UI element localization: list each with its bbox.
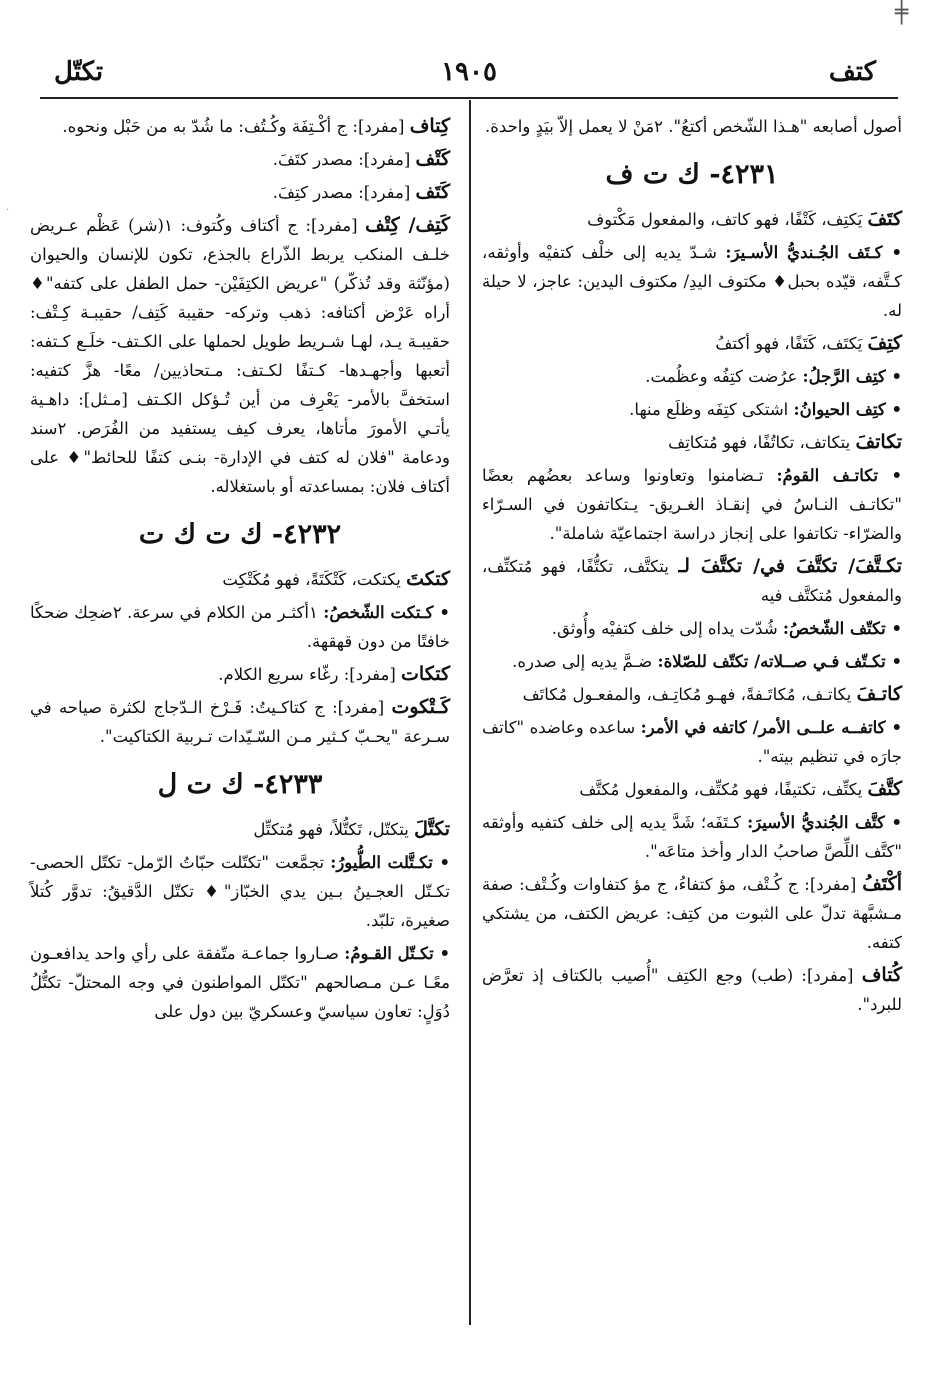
dictionary-entry: [30, 565, 450, 594]
headword: كُتاف: [861, 964, 902, 986]
definition-text: يتكتّل، تَكتُّلاً، فهو مُتكتِّل: [253, 820, 415, 839]
dictionary-entry: [482, 329, 902, 358]
phrase-head: • كـتكت الشّخصُ:: [323, 603, 450, 622]
sense-entry: [482, 238, 902, 325]
sense-entry: [482, 713, 902, 771]
definition-text: يكتِّف، تكتيفًا، فهو مُكتِّف، والمفعول مُكتَّف: [579, 780, 868, 799]
dictionary-entry: [30, 211, 450, 501]
right-column: [482, 112, 902, 1023]
definition-text: يكتكت، كَتْكَتَةً، فهو مُكَتْكِت: [222, 570, 407, 589]
phrase-head: • تكـتّل القـومُ:: [344, 944, 451, 963]
header-guide-word-last: تكتّل: [54, 57, 104, 87]
definition-text: ١أكثـر من الكلام في سرعة. ٢ضحِك ضحكًا خافتًا من دون قهقهة.: [30, 603, 450, 651]
definition-text: [مفرد]: مصدر كتَفَ.: [272, 150, 416, 169]
headword: كاتـفَ: [856, 683, 902, 705]
dictionary-entry: [30, 145, 450, 174]
headword: كَـتْكوت: [391, 696, 450, 718]
headword: كَتْف: [415, 148, 450, 170]
sense-entry: [482, 395, 902, 424]
dictionary-entry: [30, 112, 450, 141]
sense-entry: [30, 598, 450, 656]
definition-text: تجمَّعت "تكتّلت حبّاتُ الرّمل- تكتّل الحصى- تكـتّل العجـينُ بـين يدي الخبّاز"♦ تكتّل الدَّقيقُ: تدوَّر كُتلاً صغيرة، تلبّد.: [30, 853, 450, 930]
header-rule: [40, 97, 898, 99]
definition-text: اشتكى كتِفَه وظلَع منها.: [629, 400, 794, 419]
phrase-head: • كتِف الرَّجلُ:: [802, 367, 902, 386]
dictionary-entry: [482, 552, 902, 610]
definition-text: صـاروا جماعـة متّفقة على رأي واحد يدافعـون معًـا عـن مـصالحهم "تكتّل المواطنون في وجه المحتلّ- تكتُّلُ دُوَلٍ: تعاون سياسيّ وعسكريّ بين دول على: [30, 944, 450, 1021]
page-header: [40, 55, 898, 95]
phrase-head: • تكاتـف القومُ:: [776, 466, 902, 485]
definition-text: [مفرد]: مصدر كتِفَ.: [272, 183, 416, 202]
headword: كتَّفَ: [867, 778, 902, 800]
headword: كِتاف: [409, 115, 450, 137]
headword: تكتَّلَ: [414, 818, 450, 840]
definition-text: يكاتـف، مُكاتَـفةً، فهـو مُكاتِـف، والمفعـول مُكاتَف: [522, 685, 857, 704]
headword: كتَفَ: [867, 208, 902, 230]
definition-text: يتكاتف، تكاتُفًا، فهو مُتكاتِف: [668, 433, 856, 452]
headword: أكْتَفُ: [862, 873, 902, 895]
definition-text: كـتَفَه؛ شَدَّ يديه إلى خلف كتفيه وأوثقه "كتَّف اللِّصَّ صاحبُ الدار وأخذ متاعَه".: [482, 813, 902, 861]
dictionary-entry: [482, 775, 902, 804]
dictionary-entry: [30, 178, 450, 207]
dictionary-entry: [30, 815, 450, 844]
definition-text: [مفرد]: ج أكْـتِفَة وكُـتُف: ما شُدّ به من حَبْل ونحوه.: [62, 117, 410, 136]
sense-entry: [482, 461, 902, 548]
phrase-head: • كتِف الحيوانُ:: [793, 400, 902, 419]
headword: كتكتَ: [406, 568, 450, 590]
definition-text: [مفرد]: ج كتاكـيتُ: فَـرْخ الـدّجاج لكثرة صياحه في سـرعة "يحـبّ كـثير مـن السّـيّدات تـربية الكتاكيت".: [30, 698, 450, 746]
sense-entry: [482, 362, 902, 391]
root-heading: ٤٢٣٣- ك ت ل: [157, 769, 323, 800]
definition-text: تـضامنوا وتعاونوا وساعد بعضُهم بعضًا "تكاتـف النـاسُ في إنقـاذ الغـريق- يـتكاتفون في السـرّاء والضرّاء- تكاتفوا على إنجاز دراسة اجتماعيّة شاملة".: [482, 466, 902, 543]
phrase-head: • تكـتَّلت الطُّيورُ:: [330, 853, 450, 872]
page-number: ١٩٠٥: [441, 57, 497, 87]
header-guide-word-first: كتف: [828, 57, 876, 87]
root-heading: ٤٢٣٢- ك ت ك ت: [138, 519, 342, 550]
phrase-head: • كتَّف الجُنديُّ الأسيرَ:: [747, 813, 902, 832]
definition-text: [مفرد]: رغّاء سريع الكلام.: [218, 665, 402, 684]
column-divider: [469, 100, 471, 1325]
phrase-head: • تكـتّف فـي صــلاته/ تكتّف للصّلاة:: [657, 652, 902, 671]
definition-text: [مفرد]: (طب) وجع الكتِف "أُصيب بالكتاف إذ تعرَّض للبرد".: [482, 966, 902, 1014]
headword: كَتِف/ كِتْف: [365, 214, 450, 236]
dictionary-entry: [482, 680, 902, 709]
sense-entry: [482, 614, 902, 643]
sense-entry: [482, 808, 902, 866]
phrase-head: • تكتّف الشّخصُ:: [782, 619, 902, 638]
definition-text: [مفرد]: ج أكتاف وكُتوف: ١(شر) عَظْم عـريض خلـف المنكب يربط الذّراع بالجذع، تكون للإنسان والحيوان (مؤنّثة وقد تُذكّر) "عريض الكتِفَيْن- حمل الطفل على كتفه"♦ أراه عَرْض أكتافه: ذهب وتركه- حقيبة كَتِف/ حقيبـة كِـتْف: حقيبـة يـد، لهـا شـريط طويل لحملها على الكـتف- خلَـع كـتفه: أتعبها وأجهـدها- كـتفًا لكـتف: مـتحاذيين/ معًا- هزَّ كتفيه: استخفَّ بالأمر- يَعْرِف من أين تُـؤكل الكـتف [مـثل]: داهـية يأتـي الأمورَ مأتاها، يعرف كيف يستفيد من الفُرَص. ٢سند ودعامة "فلان له كتف في الإدارة- بنـى كتفًا للحائط"♦ على أكتاف فلان: بمساعدته أو باستغلاله.: [30, 216, 450, 496]
headword: كَتَف: [415, 181, 450, 203]
left-column: [30, 112, 450, 1030]
definition-text: [مفرد]: ج كُـتْف، مؤ كتفاءُ، ج مؤ كتفاوات وكُـتْف: صفة مـشبَّهة تدلّ على الثبوت من كتِف: عريض الكتف، من يشتكي كتفه.: [482, 875, 902, 952]
definition-text: ضـمَّ يديه إلى صدره.: [512, 652, 658, 671]
dictionary-entry: [30, 693, 450, 751]
headword: كتكات: [401, 663, 450, 685]
definition-text: يَكتَف، كَتَفًا، فهو أكتفُ: [715, 334, 868, 353]
headword: تكاتفَ: [855, 431, 902, 453]
corner-mark: ╪: [895, 0, 909, 25]
definition-text: شُدّت يداه إلى خلف كتفيْه وأُوثق.: [551, 619, 783, 638]
definition-text: ساعده وعاضده "كاتف جارَه في تنظيم بيته".: [482, 718, 902, 766]
phrase-head: • كـتَف الجُـنديُّ الأسـيرَ:: [725, 243, 902, 262]
dictionary-entry: [30, 660, 450, 689]
sense-entry: [482, 647, 902, 676]
root-heading: ٤٢٣١- ك ت ف: [605, 159, 779, 190]
sense-entry: [30, 848, 450, 935]
definition-text: يتكتَّف، تكتُّفًا، فهو مُتكتِّف، والمفعول مُتكتَّف فيه: [482, 557, 902, 605]
continued-text: أصول أصابعه "هـذا الشّخص أكتعُ". ٢مَنْ لا يعمل إلاّ بيَدٍ واحدة.: [485, 117, 902, 136]
headword: كتِفَ: [867, 332, 902, 354]
definition-text: عرُضت كتِفُه وعظُمت.: [645, 367, 803, 386]
definition-text: يَكتِف، كَتْفًا، فهو كاتف، والمفعول مَكْتوف: [587, 210, 868, 229]
sense-entry: [30, 939, 450, 1026]
dictionary-entry: [482, 870, 902, 957]
phrase-head: • كاتفــه علــى الأمر/ كاتفه في الأمر:: [640, 718, 903, 737]
dictionary-entry: [482, 961, 902, 1019]
headword: تكـتَّفَ/ تكتَّفَ في/ تكتَّفَ لـ: [678, 555, 902, 577]
dictionary-entry: [482, 205, 902, 234]
margin-mark: ·: [6, 205, 10, 216]
definition-text: شـدّ يديه إلى خلْف كتفيْه وأوثقه، كـتَّفه، قيّده بحبل♦ مكتوف اليدِ/ مكتوف اليدين: عاجز، لا حيلة له.: [482, 243, 902, 320]
dictionary-entry: [482, 428, 902, 457]
